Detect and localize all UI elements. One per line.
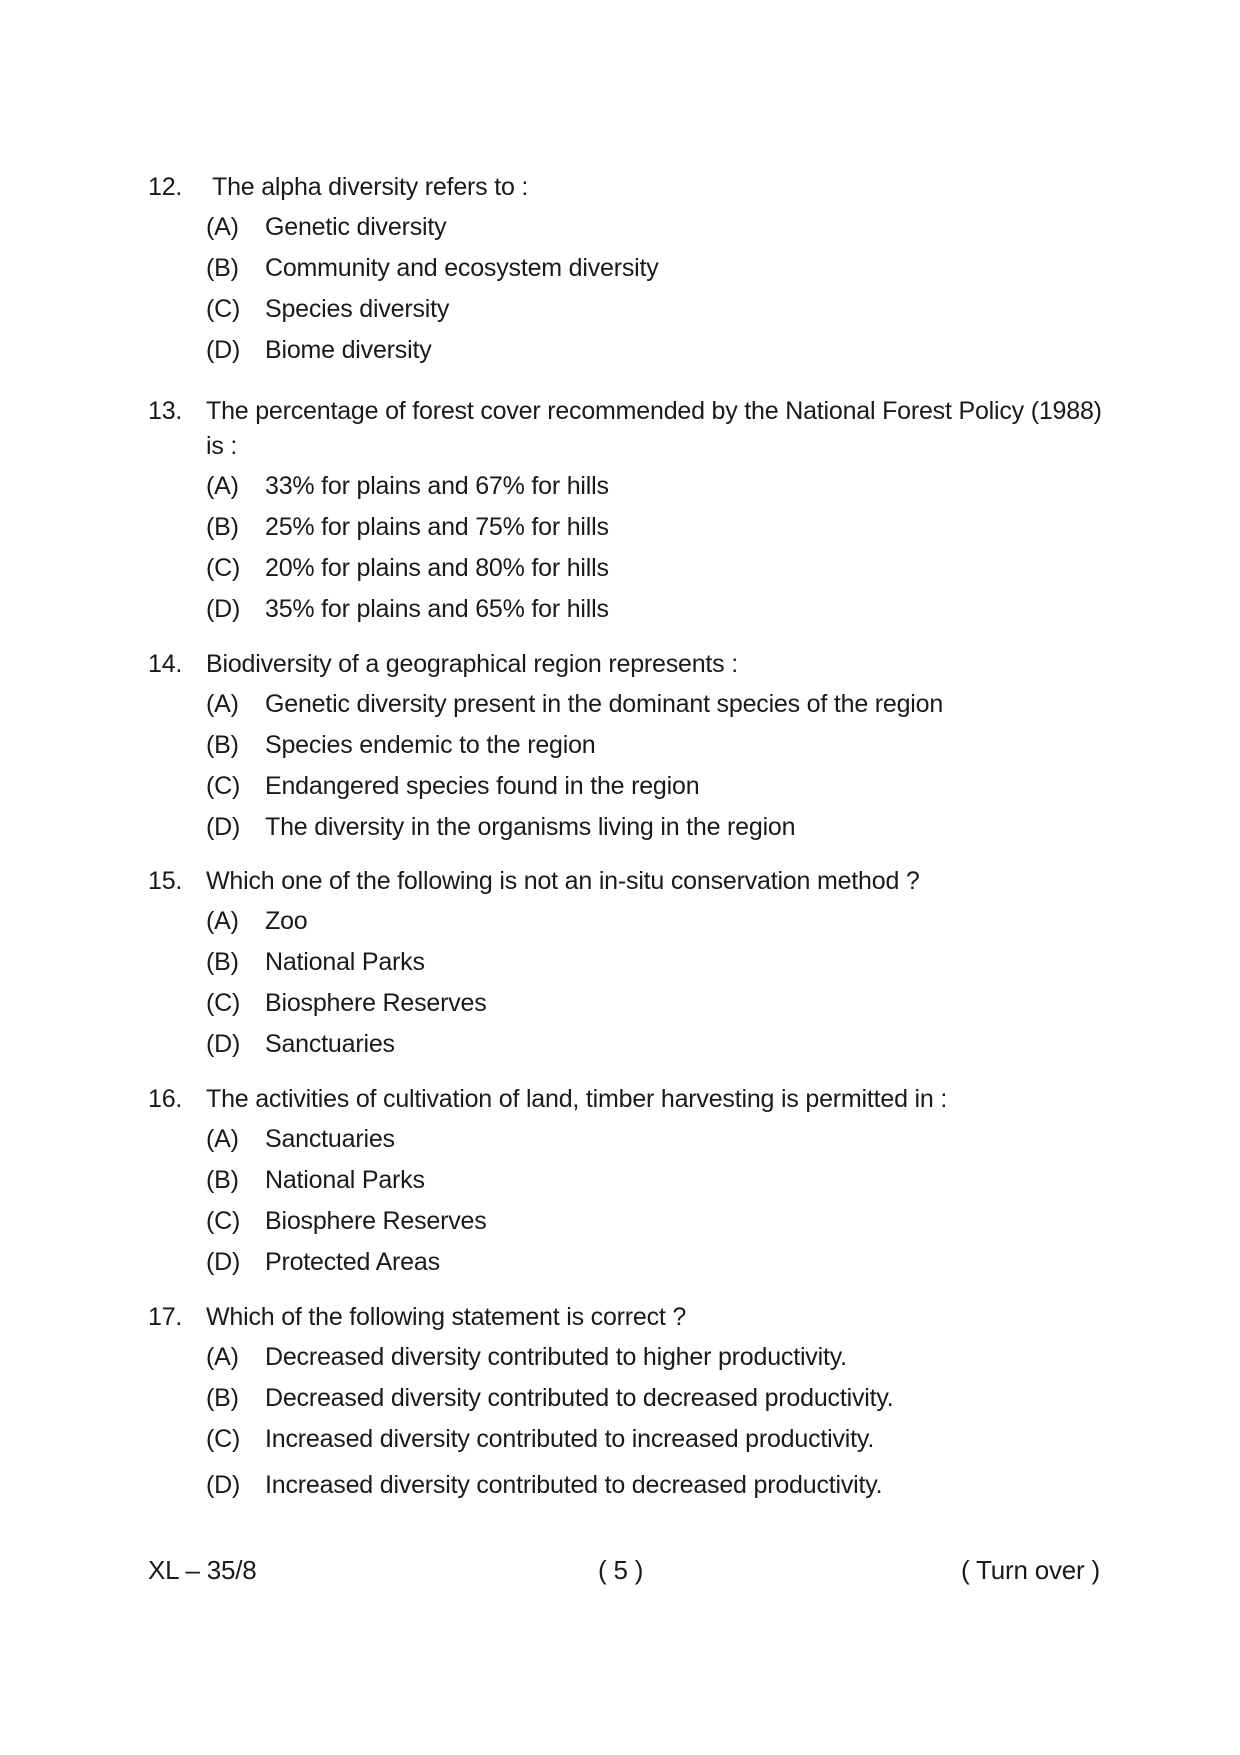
option-text: Endangered species found in the region [265, 772, 700, 800]
option-text: Increased diversity contributed to increased productivity. [265, 1425, 875, 1453]
option-text: Increased diversity contributed to decreased productivity. [265, 1471, 883, 1499]
option-label: (A) [206, 472, 239, 500]
option-text: Zoo [265, 907, 308, 935]
option-text: Protected Areas [265, 1248, 440, 1276]
option-text: National Parks [265, 1166, 425, 1194]
option-c [148, 770, 1108, 811]
option-label: (C) [206, 1425, 241, 1453]
option-text: Biosphere Reserves [265, 989, 487, 1017]
question-number: 15. [148, 867, 183, 895]
option-label: (B) [206, 513, 239, 541]
option-label: (A) [206, 690, 239, 718]
option-text: 25% for plains and 75% for hills [265, 513, 609, 541]
paper-code: XL – 35/8 [148, 1555, 257, 1585]
option-b [148, 511, 1108, 552]
page-footer [148, 1553, 1100, 1587]
option-a [148, 470, 1108, 511]
option-label: (C) [206, 1207, 241, 1235]
option-text: Decreased diversity contributed to decreased productivity. [265, 1384, 894, 1412]
option-label: (B) [206, 731, 239, 759]
option-c [148, 552, 1108, 593]
question-text: The activities of cultivation of land, timber harvesting is permitted in : [206, 1085, 948, 1113]
option-text: Species endemic to the region [265, 731, 596, 759]
option-text: Biome diversity [265, 336, 432, 364]
option-text: The diversity in the organisms living in the region [265, 813, 796, 841]
question-stem [148, 394, 1108, 464]
option-label: (B) [206, 1384, 239, 1412]
option-label: (B) [206, 1166, 239, 1194]
option-text: Species diversity [265, 295, 450, 323]
option-d [148, 1469, 1108, 1510]
question-16 [148, 1082, 1108, 1287]
question-text: Which of the following statement is correct ? [206, 1303, 687, 1331]
question-stem [148, 1082, 1108, 1117]
option-text: 33% for plains and 67% for hills [265, 472, 609, 500]
option-label: (D) [206, 1030, 241, 1058]
option-list [148, 1123, 1108, 1287]
option-text: 35% for plains and 65% for hills [265, 595, 609, 623]
option-list [148, 688, 1108, 852]
turn-over-note: ( Turn over ) [961, 1555, 1100, 1585]
question-text: Biodiversity of a geographical region represents : [206, 650, 738, 678]
question-14 [148, 647, 1108, 852]
option-c [148, 1423, 1108, 1469]
option-a [148, 905, 1108, 946]
option-b [148, 946, 1108, 987]
option-label: (A) [206, 1343, 239, 1371]
option-text: 20% for plains and 80% for hills [265, 554, 609, 582]
option-b [148, 252, 1108, 293]
option-b [148, 729, 1108, 770]
option-text: Decreased diversity contributed to higher productivity. [265, 1343, 847, 1371]
option-c [148, 987, 1108, 1028]
page-number: ( 5 ) [598, 1555, 644, 1585]
option-d [148, 1246, 1108, 1287]
option-label: (D) [206, 336, 241, 364]
question-stem [148, 170, 1108, 205]
option-text: Biosphere Reserves [265, 1207, 487, 1235]
question-text: The percentage of forest cover recommended by the National Forest Policy (1988) is : [206, 397, 1102, 460]
option-label: (D) [206, 1471, 241, 1499]
question-text: The alpha diversity refers to : [212, 173, 529, 201]
question-stem [148, 1300, 1108, 1335]
option-label: (D) [206, 595, 241, 623]
option-c [148, 293, 1108, 334]
question-number: 17. [148, 1303, 183, 1331]
option-text: Genetic diversity [265, 213, 447, 241]
option-text: Sanctuaries [265, 1030, 395, 1058]
option-text: Genetic diversity present in the dominant species of the region [265, 690, 944, 718]
question-stem [148, 647, 1108, 682]
option-text: Sanctuaries [265, 1125, 395, 1153]
option-label: (D) [206, 1248, 241, 1276]
option-list [148, 1341, 1108, 1510]
option-b [148, 1164, 1108, 1205]
option-a [148, 1123, 1108, 1164]
option-label: (C) [206, 554, 241, 582]
question-12 [148, 170, 1108, 375]
question-15 [148, 864, 1108, 1069]
question-number: 16. [148, 1085, 183, 1113]
option-a [148, 1341, 1108, 1382]
option-label: (C) [206, 989, 241, 1017]
question-13 [148, 394, 1108, 634]
option-a [148, 688, 1108, 729]
option-d [148, 593, 1108, 634]
option-list [148, 470, 1108, 634]
option-label: (A) [206, 907, 239, 935]
option-label: (A) [206, 213, 239, 241]
option-d [148, 334, 1108, 375]
question-number: 14. [148, 650, 183, 678]
option-label: (D) [206, 813, 241, 841]
option-label: (C) [206, 772, 241, 800]
option-label: (C) [206, 295, 241, 323]
question-17 [148, 1300, 1108, 1510]
option-text: Community and ecosystem diversity [265, 254, 659, 282]
option-d [148, 1028, 1108, 1069]
option-a [148, 211, 1108, 252]
option-list [148, 905, 1108, 1069]
question-number: 13. [148, 397, 183, 425]
option-b [148, 1382, 1108, 1423]
question-text: Which one of the following is not an in-situ conservation method ? [206, 867, 920, 895]
option-d [148, 811, 1108, 852]
option-label: (B) [206, 948, 239, 976]
option-c [148, 1205, 1108, 1246]
option-label: (A) [206, 1125, 239, 1153]
question-number: 12. [148, 173, 183, 201]
option-text: National Parks [265, 948, 425, 976]
question-stem [148, 864, 1108, 899]
option-label: (B) [206, 254, 239, 282]
option-list [148, 211, 1108, 375]
